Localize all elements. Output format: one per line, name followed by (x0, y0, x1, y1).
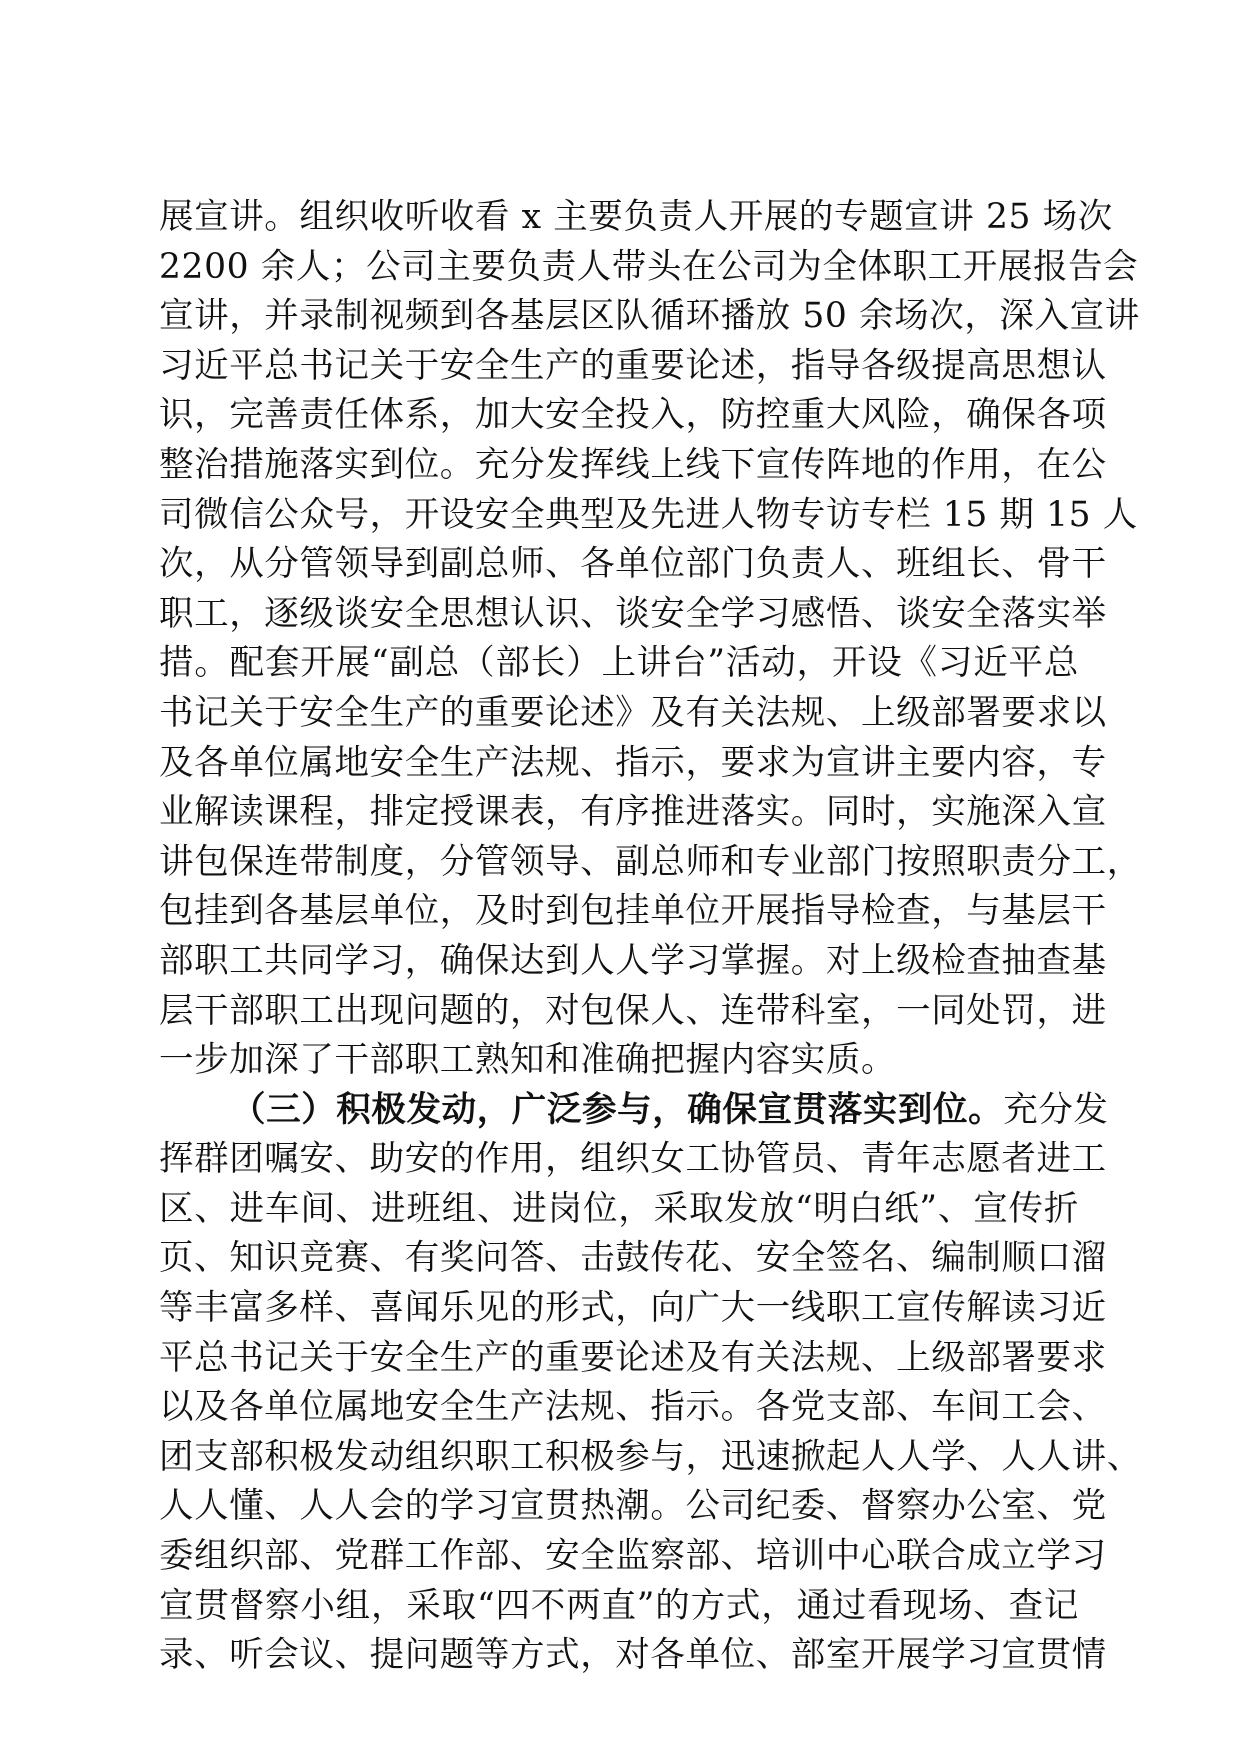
text-line-12: 及各单位属地安全生产法规、指示，要求为宣讲主要内容，专 (159, 742, 1107, 783)
section-3-first-line (159, 1086, 1109, 1136)
text-line-4: 习近平总书记关于安全生产的重要论述，指导各级提高思想认 (159, 345, 1107, 386)
text-line-18: 一步加深了干部职工熟知和准确把握内容实质。 (159, 1040, 897, 1081)
section-3-line-3: 区、进车间、进班组、进岗位，采取发放“明白纸”、宣传折 (159, 1188, 1079, 1229)
section-3-line-8: 团支部积极发动组织职工积极参与，迅速掀起人人学、人人讲、 (159, 1436, 1142, 1477)
text-line-9: 职工，逐级谈安全思想认识、谈安全学习感悟、谈安全落实举 (159, 593, 1107, 634)
text-line-14: 讲包保连带制度，分管领导、副总师和专业部门按照职责分工， (159, 841, 1142, 882)
section-3-line-4: 页、知识竞赛、有奖问答、击鼓传花、安全签名、编制顺口溜 (159, 1238, 1107, 1279)
section-3-line-2: 挥群团嘱安、助安的作用，组织女工协管员、青年志愿者进工 (159, 1139, 1107, 1180)
section-3-line-5: 等丰富多样、喜闻乐见的形式，向广大一线职工宣传解读习近 (159, 1288, 1107, 1329)
section-3-line-12: 录、听会议、提问题等方式，对各单位、部室开展学习宣贯情 (159, 1635, 1107, 1676)
section-3-line-9: 人人懂、人人会的学习宣贯热潮。公司纪委、督察办公室、党 (159, 1486, 1107, 1527)
text-line-16: 部职工共同学习，确保达到人人学习掌握。对上级检查抽查基 (159, 940, 1107, 981)
section-3-line-6: 平总书记关于安全生产的重要论述及有关法规、上级部署要求 (159, 1337, 1107, 1378)
text-line-11: 书记关于安全生产的重要论述》及有关法规、上级部署要求以 (159, 692, 1107, 733)
text-line-3: 宣讲，并录制视频到各基层区队循环播放 50 余场次，深入宣讲 (159, 296, 1140, 337)
text-line-2: 2200 余人；公司主要负责人带头在公司为全体职工开展报告会 (159, 246, 1139, 287)
section-3-heading-tail: 充分发 (1003, 1089, 1109, 1130)
text-line-13: 业解读课程，排定授课表，有序推进落实。同时，实施深入宣 (159, 792, 1107, 833)
text-line-7: 司微信公众号，开设安全典型及先进人物专访专栏 15 期 15 人 (159, 494, 1138, 535)
section-3-heading: （三）积极发动，广泛参与，确保宣贯落实到位。 (231, 1089, 1004, 1130)
section-3-line-10: 委组织部、党群工作部、安全监察部、培训中心联合成立学习 (159, 1536, 1107, 1577)
text-line-6: 整治措施落实到位。充分发挥线上线下宣传阵地的作用，在公 (159, 444, 1107, 485)
text-line-8: 次，从分管领导到副总师、各单位部门负责人、班组长、骨干 (159, 544, 1107, 585)
section-3-line-7: 以及各单位属地安全生产法规、指示。各党支部、车间工会、 (159, 1387, 1107, 1428)
text-line-15: 包挂到各基层单位，及时到包挂单位开展指导检查，与基层干 (159, 891, 1107, 932)
text-line-1: 展宣讲。组织收听收看 x 主要负责人开展的专题宣讲 25 场次 (159, 197, 1113, 237)
text-line-17: 层干部职工出现问题的，对包保人、连带科室，一同处罚，进 (159, 990, 1107, 1031)
text-line-10: 措。配套开展“副总（部长）上讲台”活动，开设《习近平总 (159, 643, 1079, 684)
section-3-line-11: 宣贯督察小组，采取“四不两直”的方式，通过看现场、查记 (159, 1585, 1079, 1626)
text-line-5: 识，完善责任体系，加大安全投入，防控重大风险，确保各项 (159, 395, 1107, 436)
body-text (159, 193, 1142, 1681)
